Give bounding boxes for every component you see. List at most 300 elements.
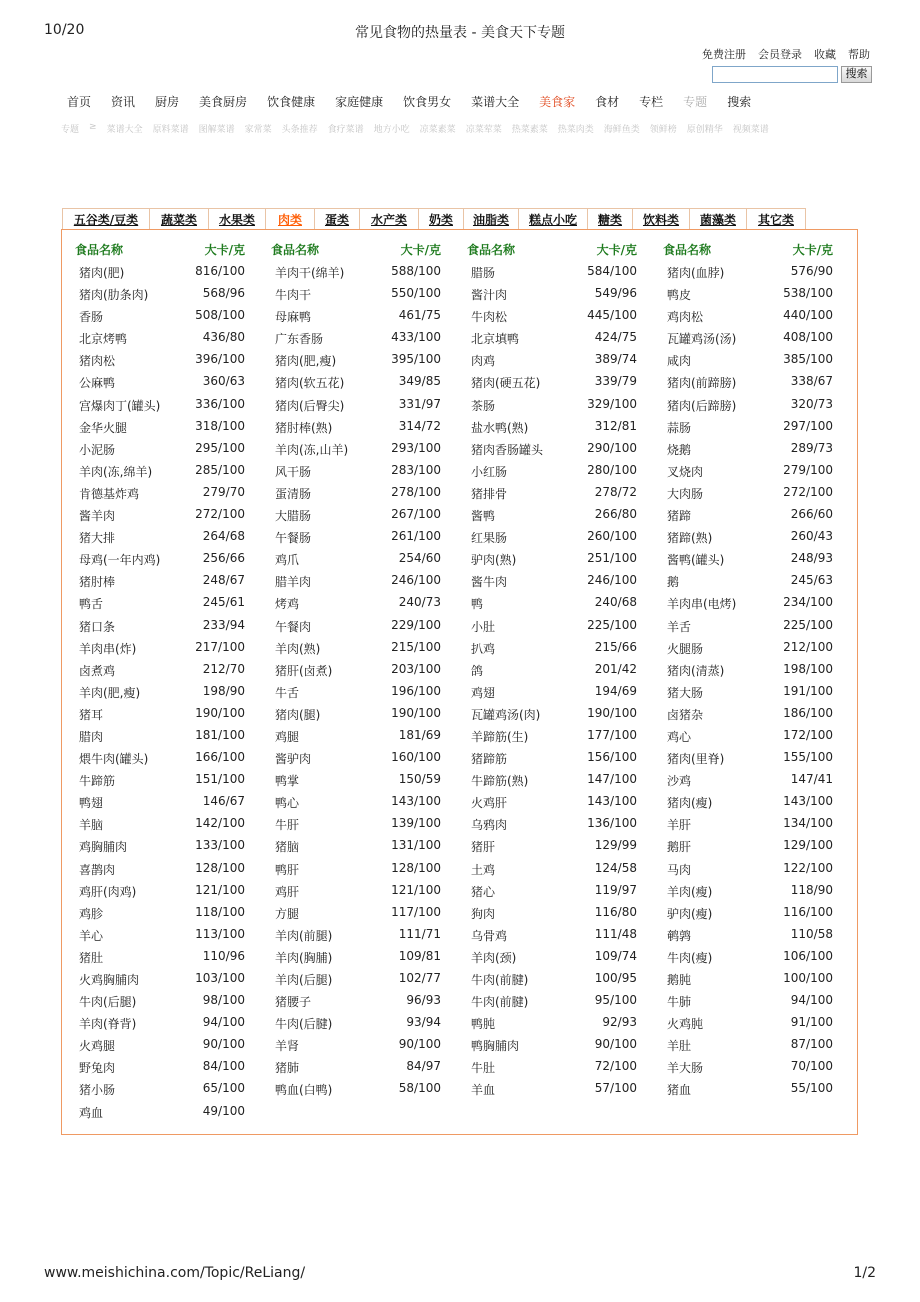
calorie-value: 92/93 [602, 1015, 637, 1030]
food-name: 酱汁肉 [471, 288, 508, 303]
calorie-value: 134/100 [783, 816, 833, 831]
food-name: 羊肚 [667, 1039, 692, 1054]
food-name: 牛肚 [471, 1061, 496, 1076]
nav-item[interactable]: 美食厨房 [199, 95, 248, 109]
food-name: 土鸡 [471, 862, 496, 877]
table-row [663, 637, 833, 659]
table-row [467, 615, 637, 637]
table-row [467, 924, 637, 946]
calorie-value: 122/100 [783, 860, 833, 875]
category-tab[interactable]: 水产类 [359, 208, 419, 229]
table-column [271, 239, 441, 1101]
search-button[interactable]: 搜索 [841, 66, 872, 83]
food-name: 茶肠 [471, 398, 496, 413]
food-name: 猪肉香肠罐头 [471, 442, 544, 457]
calorie-value: 203/100 [391, 661, 441, 676]
main-nav [57, 93, 761, 110]
nav-item[interactable]: 菜谱大全 [471, 95, 520, 109]
calorie-value: 266/60 [790, 507, 833, 522]
sub-nav-item[interactable]: 海鲜鱼类 [603, 125, 640, 135]
calorie-value: 190/100 [391, 705, 441, 720]
calorie-value: 191/100 [783, 683, 833, 698]
table-row [75, 305, 245, 327]
sub-nav-item[interactable]: 凉菜素菜 [419, 125, 456, 135]
calorie-value: 279/100 [783, 462, 833, 477]
food-name: 马肉 [667, 862, 692, 877]
food-name: 小泥肠 [79, 442, 116, 457]
table-row [75, 659, 245, 681]
food-name: 猪小肠 [79, 1083, 116, 1098]
header-food-name: 食品名称 [271, 243, 320, 257]
calorie-value: 290/100 [587, 440, 637, 455]
food-name: 风干肠 [275, 464, 312, 479]
sub-nav-item[interactable]: 菜谱大全 [106, 125, 143, 135]
nav-item[interactable]: 美食家 [539, 95, 576, 109]
calorie-value: 289/73 [790, 440, 833, 455]
food-name: 咸肉 [667, 354, 692, 369]
calorie-value: 190/100 [587, 705, 637, 720]
food-name: 鸡腿 [275, 729, 300, 744]
food-name: 鸭心 [275, 796, 300, 811]
calorie-value: 65/100 [202, 1081, 245, 1096]
calorie-value: 94/100 [202, 1015, 245, 1030]
food-name: 猪肉(软五花) [275, 376, 345, 391]
food-name: 午餐肠 [275, 531, 312, 546]
table-row [271, 637, 441, 659]
table-row [271, 880, 441, 902]
table-row [663, 1034, 833, 1056]
sub-nav-item[interactable]: 原创精华 [686, 125, 723, 135]
category-tab[interactable]: 奶类 [418, 208, 464, 229]
calorie-value: 84/100 [202, 1059, 245, 1074]
food-name: 鸡肝 [275, 884, 300, 899]
table-row [75, 968, 245, 990]
calorie-value: 360/63 [202, 374, 245, 389]
table-row [75, 924, 245, 946]
table-row [663, 858, 833, 880]
food-name: 羊肉(前腿) [275, 928, 333, 943]
table-row [663, 1078, 833, 1100]
sub-nav-item[interactable]: 热菜素菜 [511, 125, 548, 135]
calorie-value: 196/100 [391, 683, 441, 698]
food-name: 羊肉(胸脯) [275, 950, 333, 965]
food-name: 羊肉串(电烤) [667, 597, 737, 612]
food-name: 牛肉(瘦) [667, 950, 713, 965]
table-row [467, 394, 637, 416]
calorie-value: 131/100 [391, 838, 441, 853]
calorie-value: 816/100 [195, 264, 245, 278]
food-name: 猪肚 [79, 950, 104, 965]
food-name: 蒜肠 [667, 420, 692, 435]
table-row [271, 615, 441, 637]
table-row [271, 305, 441, 327]
table-row [75, 504, 245, 526]
sub-nav-item[interactable]: 专题 [61, 125, 80, 135]
calorie-value: 91/100 [790, 1015, 833, 1030]
calorie-value: 212/70 [202, 661, 245, 676]
calorie-value: 109/74 [594, 948, 637, 963]
food-name: 煨牛肉(罐头) [79, 752, 149, 767]
food-name: 猪肉(腿) [275, 707, 321, 722]
food-name: 鸡翅 [471, 685, 496, 700]
calorie-value: 103/100 [195, 971, 245, 985]
food-name: 公麻鸭 [79, 376, 116, 391]
calorie-value: 246/100 [587, 573, 637, 588]
category-tab[interactable]: 油脂类 [463, 208, 519, 229]
calorie-value: 267/100 [391, 507, 441, 522]
table-row [467, 261, 637, 283]
calorie-value: 389/74 [594, 352, 637, 367]
food-name: 猪肝 [471, 840, 496, 855]
category-tab[interactable]: 肉类 [265, 208, 315, 229]
calorie-value: 96/93 [406, 993, 441, 1008]
calorie-value: 349/85 [398, 374, 441, 389]
calorie-value: 283/100 [391, 462, 441, 477]
food-name: 猪蹄(熟) [667, 531, 713, 546]
category-tab[interactable]: 糕点小吃 [518, 208, 588, 229]
table-row [663, 305, 833, 327]
food-name: 鸡胸脯肉 [79, 840, 128, 855]
food-name: 猪肝(卤煮) [275, 663, 333, 678]
food-name: 牛肉干 [275, 288, 312, 303]
table-row [467, 1034, 637, 1056]
column-header [467, 239, 637, 261]
food-name: 猪肉(后臀尖) [275, 398, 345, 413]
calorie-value: 116/100 [783, 904, 833, 919]
food-name: 鸡胗 [79, 906, 104, 921]
food-name: 猪排骨 [471, 486, 508, 501]
table-row [271, 548, 441, 570]
food-name: 猪肺 [275, 1061, 300, 1076]
breadcrumb-separator: ≥ [89, 122, 97, 132]
sub-nav-item[interactable]: 地方小吃 [373, 125, 410, 135]
register-link[interactable]: 免费注册 [702, 48, 746, 61]
food-name: 喜鹊肉 [79, 862, 116, 877]
table-row [75, 835, 245, 857]
table-row [271, 725, 441, 747]
category-tab[interactable]: 五谷类/豆类 [62, 208, 150, 229]
food-name: 驴肉(瘦) [667, 906, 713, 921]
food-name: 鸭皮 [667, 288, 692, 303]
calorie-value: 248/67 [202, 573, 245, 588]
nav-item[interactable]: 饮食健康 [267, 95, 316, 109]
table-row [75, 637, 245, 659]
nav-item[interactable]: 首页 [67, 95, 92, 109]
food-name: 羊肉(颈) [471, 950, 517, 965]
table-row [75, 1056, 245, 1078]
table-column [75, 239, 245, 1123]
table-row [663, 327, 833, 349]
table-row [663, 835, 833, 857]
table-row [663, 880, 833, 902]
food-name: 羊肉(肥,瘦) [79, 685, 141, 700]
food-name: 母鸡(一年内鸡) [79, 553, 161, 568]
calorie-value: 143/100 [391, 794, 441, 809]
food-name: 羊肾 [275, 1039, 300, 1054]
footer-page-number: 1/2 [853, 1265, 876, 1281]
calorie-value: 70/100 [790, 1059, 833, 1074]
calorie-value: 136/100 [587, 816, 637, 831]
table-row [75, 1078, 245, 1100]
table-row [75, 349, 245, 371]
sub-nav-item[interactable]: 热菜肉类 [557, 125, 594, 135]
category-tab[interactable]: 菌藻类 [689, 208, 747, 229]
table-row [467, 349, 637, 371]
sub-nav-item[interactable]: 头条推荐 [281, 125, 318, 135]
nav-item[interactable]: 厨房 [155, 95, 180, 109]
food-name: 猪肉(肥,瘦) [275, 354, 337, 369]
food-name: 羊大肠 [667, 1061, 704, 1076]
table-row [75, 747, 245, 769]
calorie-value: 260/43 [790, 529, 833, 544]
calorie-value: 260/100 [587, 529, 637, 544]
calorie-value: 550/100 [391, 286, 441, 301]
sub-nav-item[interactable]: 领鲜榜 [649, 125, 677, 135]
food-name: 猪蹄筋 [471, 752, 508, 767]
calorie-value: 538/100 [783, 286, 833, 301]
calorie-value: 295/100 [195, 440, 245, 455]
calorie-value: 240/73 [398, 595, 441, 610]
table-column [663, 239, 833, 1101]
calorie-value: 588/100 [391, 264, 441, 278]
table-row [75, 990, 245, 1012]
food-name: 牛舌 [275, 685, 300, 700]
calorie-value: 94/100 [790, 993, 833, 1008]
table-row [663, 725, 833, 747]
calorie-value: 150/59 [398, 772, 441, 787]
sub-nav-item[interactable]: 凉菜荤菜 [465, 125, 502, 135]
table-row [467, 769, 637, 791]
calorie-value: 314/72 [398, 418, 441, 433]
calorie-value: 177/100 [587, 727, 637, 742]
calorie-value: 385/100 [783, 352, 833, 367]
calorie-value: 279/70 [202, 484, 245, 499]
nav-item[interactable]: 专栏 [639, 95, 664, 109]
calorie-value: 198/100 [783, 661, 833, 676]
sub-nav-item[interactable]: 图解菜谱 [198, 125, 235, 135]
calorie-value: 251/100 [587, 551, 637, 566]
food-name: 猪心 [471, 884, 496, 899]
table-row [75, 1034, 245, 1056]
calorie-value: 116/80 [594, 904, 637, 919]
calorie-value: 331/97 [398, 396, 441, 411]
calorie-value: 272/100 [783, 484, 833, 499]
login-link[interactable]: 会员登录 [758, 48, 802, 61]
table-row [75, 902, 245, 924]
category-tab[interactable]: 水果类 [208, 208, 266, 229]
table-row [467, 438, 637, 460]
food-name: 猪血 [667, 1083, 692, 1098]
nav-item[interactable]: 食材 [595, 95, 620, 109]
calorie-value: 90/100 [398, 1037, 441, 1052]
table-row [75, 703, 245, 725]
calorie-value: 194/69 [594, 683, 637, 698]
calorie-value: 181/100 [195, 727, 245, 742]
category-tab[interactable]: 蛋类 [314, 208, 360, 229]
calorie-value: 129/99 [594, 838, 637, 853]
help-link[interactable]: 帮助 [848, 48, 870, 61]
calorie-value: 128/100 [195, 860, 245, 875]
calorie-value: 225/100 [783, 617, 833, 632]
calorie-value: 266/80 [594, 507, 637, 522]
food-name: 鸭舌 [79, 597, 104, 612]
sub-nav-item[interactable]: 原料菜谱 [152, 125, 189, 135]
nav-item[interactable]: 资讯 [111, 95, 136, 109]
calorie-value: 109/81 [398, 948, 441, 963]
calorie-value: 156/100 [587, 750, 637, 765]
calorie-value: 293/100 [391, 440, 441, 455]
column-header [663, 239, 833, 261]
food-name: 猪肉(后蹄膀) [667, 398, 737, 413]
food-name: 酱鸭(罐头) [667, 553, 725, 568]
category-tabs [62, 208, 805, 230]
food-name: 羊肉(后腿) [275, 973, 333, 987]
calorie-value: 110/58 [790, 926, 833, 941]
table-row [75, 371, 245, 393]
food-name: 北京烤鸭 [79, 332, 128, 347]
table-row [663, 570, 833, 592]
food-name: 牛肉松 [471, 310, 508, 325]
table-row [75, 615, 245, 637]
calorie-value: 280/100 [587, 462, 637, 477]
calorie-value: 166/100 [195, 750, 245, 765]
table-row [75, 1101, 245, 1123]
table-row [467, 835, 637, 857]
table-row [271, 1012, 441, 1034]
category-tab[interactable]: 饮料类 [632, 208, 690, 229]
table-row [271, 858, 441, 880]
food-name: 牛肉(后腿) [79, 995, 137, 1010]
food-name: 鹅 [667, 575, 680, 590]
calorie-value: 320/73 [790, 396, 833, 411]
category-tab[interactable]: 糖类 [587, 208, 633, 229]
calorie-value: 584/100 [587, 264, 637, 278]
food-name: 肉鸡 [471, 354, 496, 369]
table-row [271, 968, 441, 990]
table-row [75, 482, 245, 504]
header-calories: 大卡/克 [792, 243, 833, 257]
favorite-link[interactable]: 收藏 [814, 48, 836, 61]
food-name: 羊舌 [667, 619, 692, 634]
food-name: 羊蹄筋(生) [471, 729, 529, 744]
sub-nav-item[interactable]: 家常菜 [244, 125, 272, 135]
food-name: 羊血 [471, 1083, 496, 1098]
table-row [467, 703, 637, 725]
food-name: 叉烧肉 [667, 464, 704, 479]
calorie-value: 395/100 [391, 352, 441, 367]
calorie-value: 186/100 [783, 705, 833, 720]
calorie-value: 461/75 [398, 308, 441, 323]
table-row [75, 681, 245, 703]
table-row [663, 460, 833, 482]
food-name: 羊心 [79, 928, 104, 943]
table-row [75, 880, 245, 902]
table-row [271, 1034, 441, 1056]
calorie-value: 146/67 [202, 794, 245, 809]
table-row [467, 813, 637, 835]
calorie-value: 229/100 [391, 617, 441, 632]
table-row [467, 1012, 637, 1034]
nav-item[interactable]: 专题 [683, 95, 708, 109]
table-row [271, 482, 441, 504]
calorie-value: 147/41 [790, 772, 833, 787]
table-row [663, 681, 833, 703]
calorie-value: 272/100 [195, 507, 245, 522]
header-food-name: 食品名称 [467, 243, 516, 257]
table-row [467, 1056, 637, 1078]
calorie-value: 212/100 [783, 639, 833, 654]
food-name: 鸭 [471, 597, 484, 612]
food-name: 红果肠 [471, 531, 508, 546]
calorie-value: 102/77 [398, 971, 441, 985]
calorie-value: 95/100 [594, 993, 637, 1008]
food-name: 腊肉 [79, 729, 104, 744]
calorie-value: 128/100 [391, 860, 441, 875]
table-row [467, 659, 637, 681]
table-row [75, 1012, 245, 1034]
table-row [271, 327, 441, 349]
calorie-value: 143/100 [587, 794, 637, 809]
calorie-value: 106/100 [783, 948, 833, 963]
food-name: 火腿肠 [667, 641, 704, 656]
calorie-value: 57/100 [594, 1081, 637, 1096]
calorie-value: 338/67 [790, 374, 833, 389]
food-name: 牛蹄筋(熟) [471, 774, 529, 789]
food-name: 鹅肫 [667, 973, 692, 987]
table-row [271, 460, 441, 482]
search-input[interactable] [712, 66, 838, 83]
food-name: 羊肉(脊背) [79, 1017, 137, 1032]
table-row [271, 1078, 441, 1100]
table-row [75, 394, 245, 416]
calorie-value: 119/97 [594, 882, 637, 897]
calorie-value: 217/100 [195, 639, 245, 654]
food-name: 烧鹅 [667, 442, 692, 457]
sub-nav-item[interactable]: 食疗菜谱 [327, 125, 364, 135]
calorie-value: 339/79 [594, 374, 637, 389]
food-name: 鸭肝 [275, 862, 300, 877]
table-row [663, 747, 833, 769]
table-row [271, 681, 441, 703]
food-name: 北京填鸭 [471, 332, 520, 347]
table-row [75, 946, 245, 968]
calorie-value: 118/90 [790, 882, 833, 897]
calorie-value: 155/100 [783, 750, 833, 765]
nav-item[interactable]: 饮食男女 [403, 95, 452, 109]
nav-item[interactable]: 搜索 [727, 95, 752, 109]
category-tab[interactable]: 其它类 [746, 208, 806, 229]
calorie-value: 72/100 [594, 1059, 637, 1074]
food-name: 鸡血 [79, 1105, 104, 1120]
calorie-value: 100/100 [783, 971, 833, 985]
food-name: 鸡心 [667, 729, 692, 744]
calorie-value: 312/81 [594, 418, 637, 433]
table-row [271, 659, 441, 681]
food-name: 牛肉(后腱) [275, 1017, 333, 1032]
nav-item[interactable]: 家庭健康 [335, 95, 384, 109]
calorie-value: 84/97 [406, 1059, 441, 1074]
calorie-value: 181/69 [398, 727, 441, 742]
sub-nav-item[interactable]: 视频菜谱 [732, 125, 769, 135]
calorie-value: 118/100 [195, 904, 245, 919]
table-row [271, 902, 441, 924]
calorie-value: 87/100 [790, 1037, 833, 1052]
food-name: 酱驴肉 [275, 752, 312, 767]
header-calories: 大卡/克 [204, 243, 245, 257]
category-tab[interactable]: 蔬菜类 [149, 208, 209, 229]
table-row [663, 813, 833, 835]
calorie-value: 58/100 [398, 1081, 441, 1096]
